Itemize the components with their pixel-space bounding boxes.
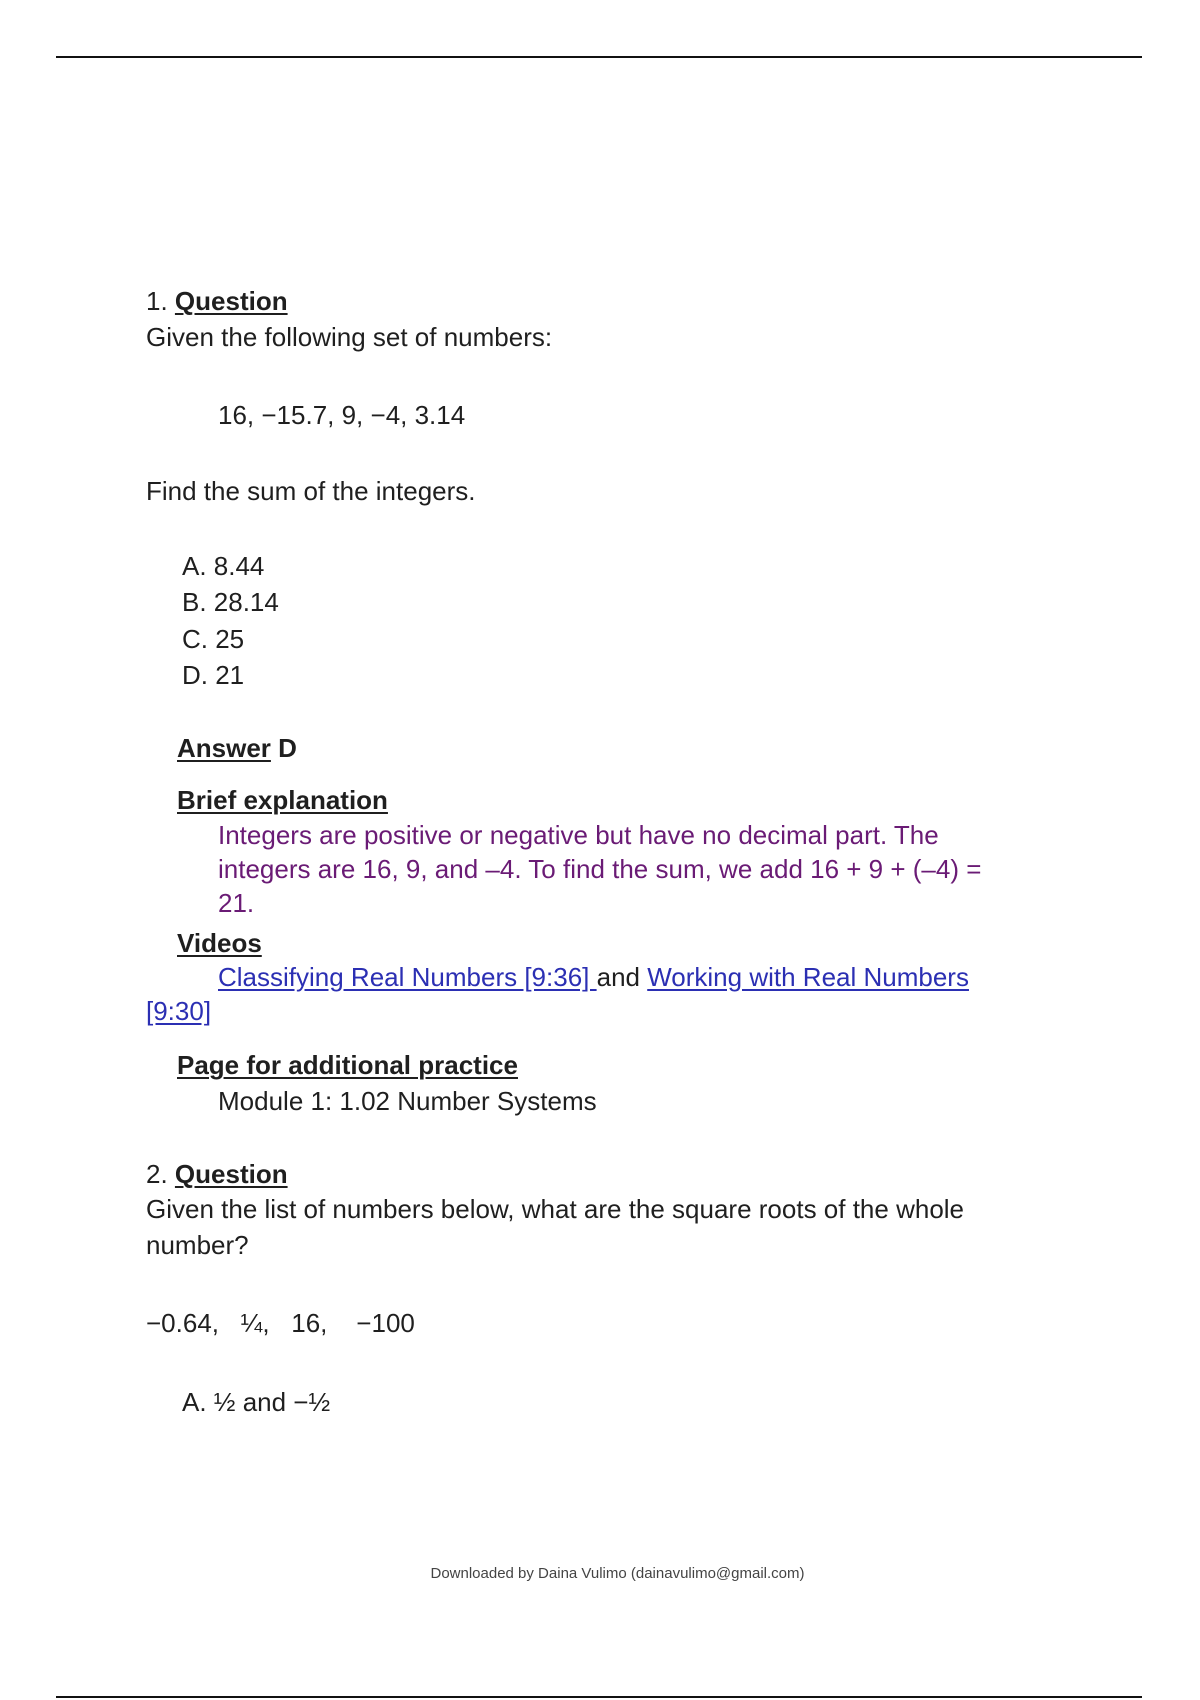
videos-line-2 bbox=[146, 996, 211, 1027]
videos-and: and bbox=[596, 962, 648, 992]
q1-option-c: C. 25 bbox=[182, 624, 245, 654]
q2-prompt-line-1: Given the list of numbers below, what are the square roots of the whole bbox=[146, 1194, 965, 1224]
q1-prompt: Given the following set of numbers: bbox=[146, 322, 553, 352]
top-rule bbox=[56, 56, 1142, 58]
q2-title bbox=[146, 1159, 288, 1190]
q1-option-d: D. 21 bbox=[182, 660, 245, 690]
video-link-working[interactable]: Working with Real Numbers bbox=[647, 962, 969, 992]
explanation-heading: Brief explanation bbox=[177, 785, 388, 815]
practice-text: Module 1: 1.02 Number Systems bbox=[218, 1086, 597, 1116]
q1-number: 1. bbox=[146, 286, 168, 316]
q1-answer bbox=[177, 733, 297, 764]
video-link-working-duration[interactable]: [9:30] bbox=[146, 996, 212, 1026]
download-footer: Downloaded by Daina Vulimo (dainavulimo@gmail.com) bbox=[430, 1565, 805, 1582]
q1-option-b: B. 28.14 bbox=[182, 587, 279, 617]
answer-value: D bbox=[278, 733, 297, 763]
answer-label: Answer bbox=[177, 733, 271, 763]
videos-heading: Videos bbox=[177, 928, 262, 958]
explanation-line-2: integers are 16, 9, and –4. To find the sum, we add 16 + 9 + (–4) = bbox=[218, 854, 982, 884]
q2-heading: Question bbox=[174, 1159, 288, 1189]
explanation-text bbox=[218, 818, 1058, 920]
practice-heading: Page for additional practice bbox=[177, 1050, 518, 1080]
q1-option-a: A. 8.44 bbox=[182, 551, 265, 581]
explanation-line-1: Integers are positive or negative but have no decimal part. The bbox=[218, 820, 939, 850]
q2-option-a: A. ½ and −½ bbox=[182, 1387, 331, 1417]
q1-heading: Question bbox=[174, 286, 288, 316]
q2-number: 2. bbox=[146, 1159, 168, 1189]
q1-numbers: 16, −15.7, 9, −4, 3.14 bbox=[218, 400, 466, 430]
q1-title bbox=[146, 286, 288, 317]
q1-task: Find the sum of the integers. bbox=[146, 476, 476, 506]
bottom-rule bbox=[56, 1696, 1142, 1698]
explanation-line-3: 21. bbox=[218, 888, 255, 918]
video-link-classifying[interactable]: Classifying Real Numbers [9:36] bbox=[218, 962, 597, 992]
q2-numbers: −0.64, ¼, 16, −100 bbox=[146, 1308, 415, 1338]
videos-line bbox=[218, 962, 969, 993]
q2-prompt-line-2: number? bbox=[146, 1230, 249, 1260]
